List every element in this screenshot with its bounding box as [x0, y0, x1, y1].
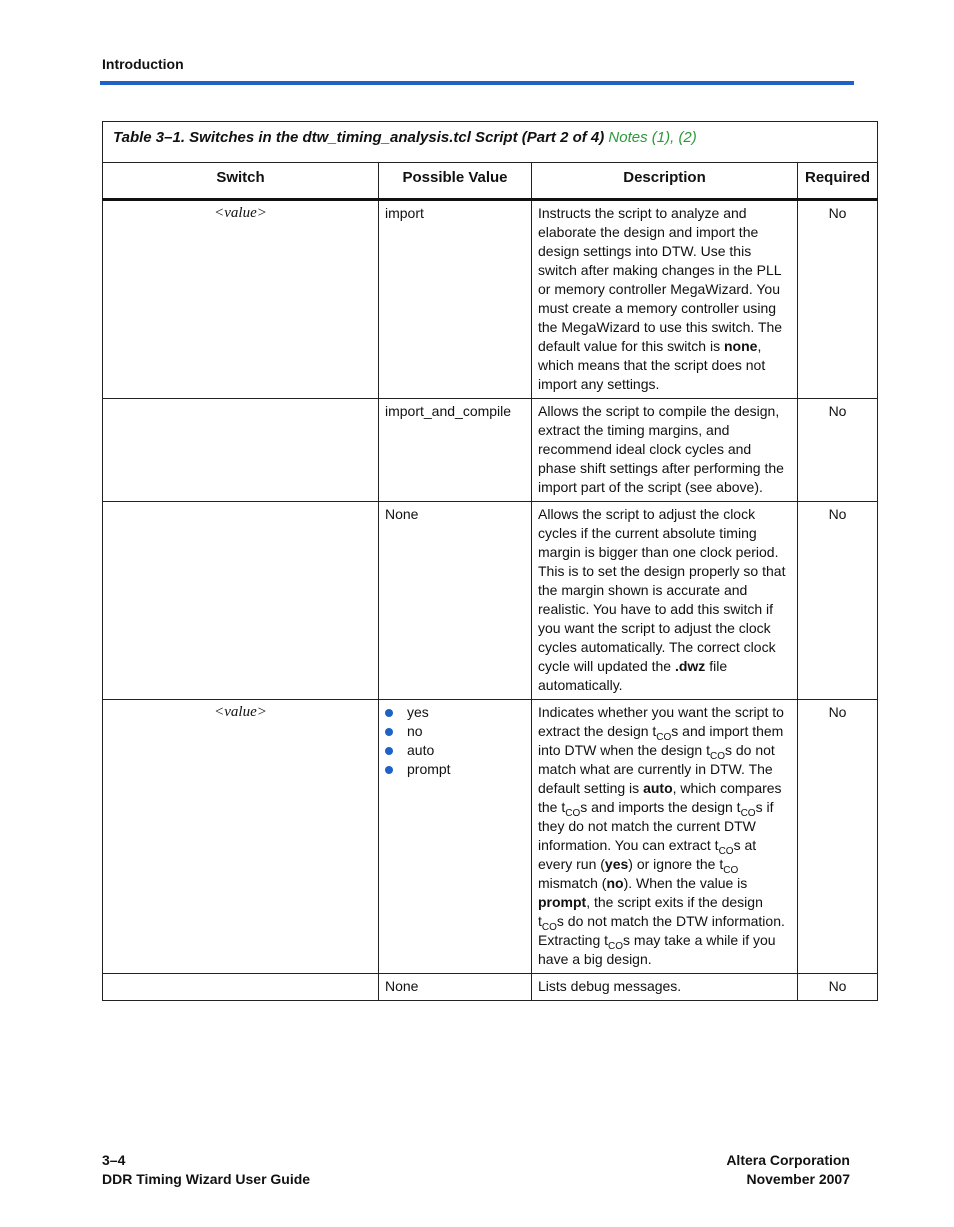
column-header-possible-value: Possible Value: [379, 163, 532, 200]
description-cell: [532, 502, 798, 700]
description-cell: Lists debug messages.: [532, 974, 798, 1001]
description-bold: none: [723, 338, 758, 354]
column-header-required: Required: [798, 163, 878, 200]
list-item: auto: [385, 741, 525, 760]
possible-values-list: [385, 703, 525, 779]
description-cell: [532, 200, 798, 399]
switch-cell: [103, 399, 379, 502]
required-cell: No: [798, 700, 878, 974]
description-cell: Allows the script to compile the design, extract the timing margins, and recommend ideal clock cycles and phase shift settings after performing the import part of the script (see above).: [532, 399, 798, 502]
bullet-icon: [385, 728, 393, 736]
header-rule: [100, 81, 854, 85]
company-name: Altera Corporation: [726, 1152, 850, 1168]
required-cell: No: [798, 502, 878, 700]
footer-left: [102, 1151, 310, 1189]
list-item: no: [385, 722, 525, 741]
switches-table: [102, 121, 878, 1001]
table-row: [103, 974, 878, 1001]
table-caption-title: Table 3–1. Switches in the dtw_timing_analysis.tcl Script (Part 2 of 4): [113, 129, 605, 146]
description-bold: .dwz: [674, 658, 706, 674]
publication-date: November 2007: [746, 1171, 850, 1187]
description-text: file automatically.: [538, 658, 728, 693]
table-caption: [103, 122, 878, 163]
description-text: Allows the script to adjust the clock cycles if the current absolute timing margin is bigger than one clock period. This is to set the design properly so that the margin shown is accurate and realistic. You have to add this switch if you want the script to adjust the clock cycles automatically. The correct clock cycle will updated the: [538, 506, 786, 674]
list-item: yes: [385, 703, 525, 722]
possible-value-cell: import_and_compile: [379, 399, 532, 502]
switch-cell: <value>: [103, 200, 379, 399]
column-header-switch: Switch: [103, 163, 379, 200]
possible-value-cell: [379, 700, 532, 974]
table-row: [103, 502, 878, 700]
table-header-row: [103, 163, 878, 200]
table-row: [103, 399, 878, 502]
required-cell: No: [798, 399, 878, 502]
list-item: prompt: [385, 760, 525, 779]
description-text: Instructs the script to analyze and elaborate the design and import the design settings into DTW. Use this switch after making changes in the PLL or memory controller MegaWizard. You must create a memory controller using the MegaWizard to use this switch. The default value for this switch is: [538, 205, 783, 354]
switches-table-container: [102, 121, 877, 1001]
switch-cell: <value>: [103, 700, 379, 974]
switch-cell: [103, 502, 379, 700]
bullet-icon: [385, 766, 393, 774]
table-caption-notes: Notes (1), (2): [608, 129, 697, 146]
bullet-icon: [385, 747, 393, 755]
required-cell: No: [798, 200, 878, 399]
running-header: Introduction: [102, 56, 184, 72]
description-text: , which means that the script does not import any settings.: [538, 338, 766, 392]
table-row: [103, 700, 878, 974]
guide-title: DDR Timing Wizard User Guide: [102, 1171, 311, 1187]
page-number: 3–4: [102, 1152, 126, 1168]
description-cell: Indicates whether you want the script to extract the design $t_{CO}s$ and import them into DTW when the design $t_{CO}s$ do not match what are currently in DTW. The default setting is auto, which compares the $t_{CO}s$ and imports the design $t_{CO}s$ if they do not match the current DTW information. You can extract $t_{CO}s$ at every run (yes) or ignore the $t_{CO}$ mismatch (no). When the value is prompt, the script exits if the design $t_{CO}s$ do not match the DTW information. Extracting $t_{CO}s$ may take a while if you have a big design.: [532, 700, 798, 974]
footer-right: [726, 1151, 850, 1189]
bullet-icon: [385, 709, 393, 717]
column-header-description: Description: [532, 163, 798, 200]
possible-value-cell: None: [379, 974, 532, 1001]
switch-cell: [103, 974, 379, 1001]
possible-value-cell: import: [379, 200, 532, 399]
table-row: [103, 200, 878, 399]
required-cell: No: [798, 974, 878, 1001]
possible-value-cell: None: [379, 502, 532, 700]
